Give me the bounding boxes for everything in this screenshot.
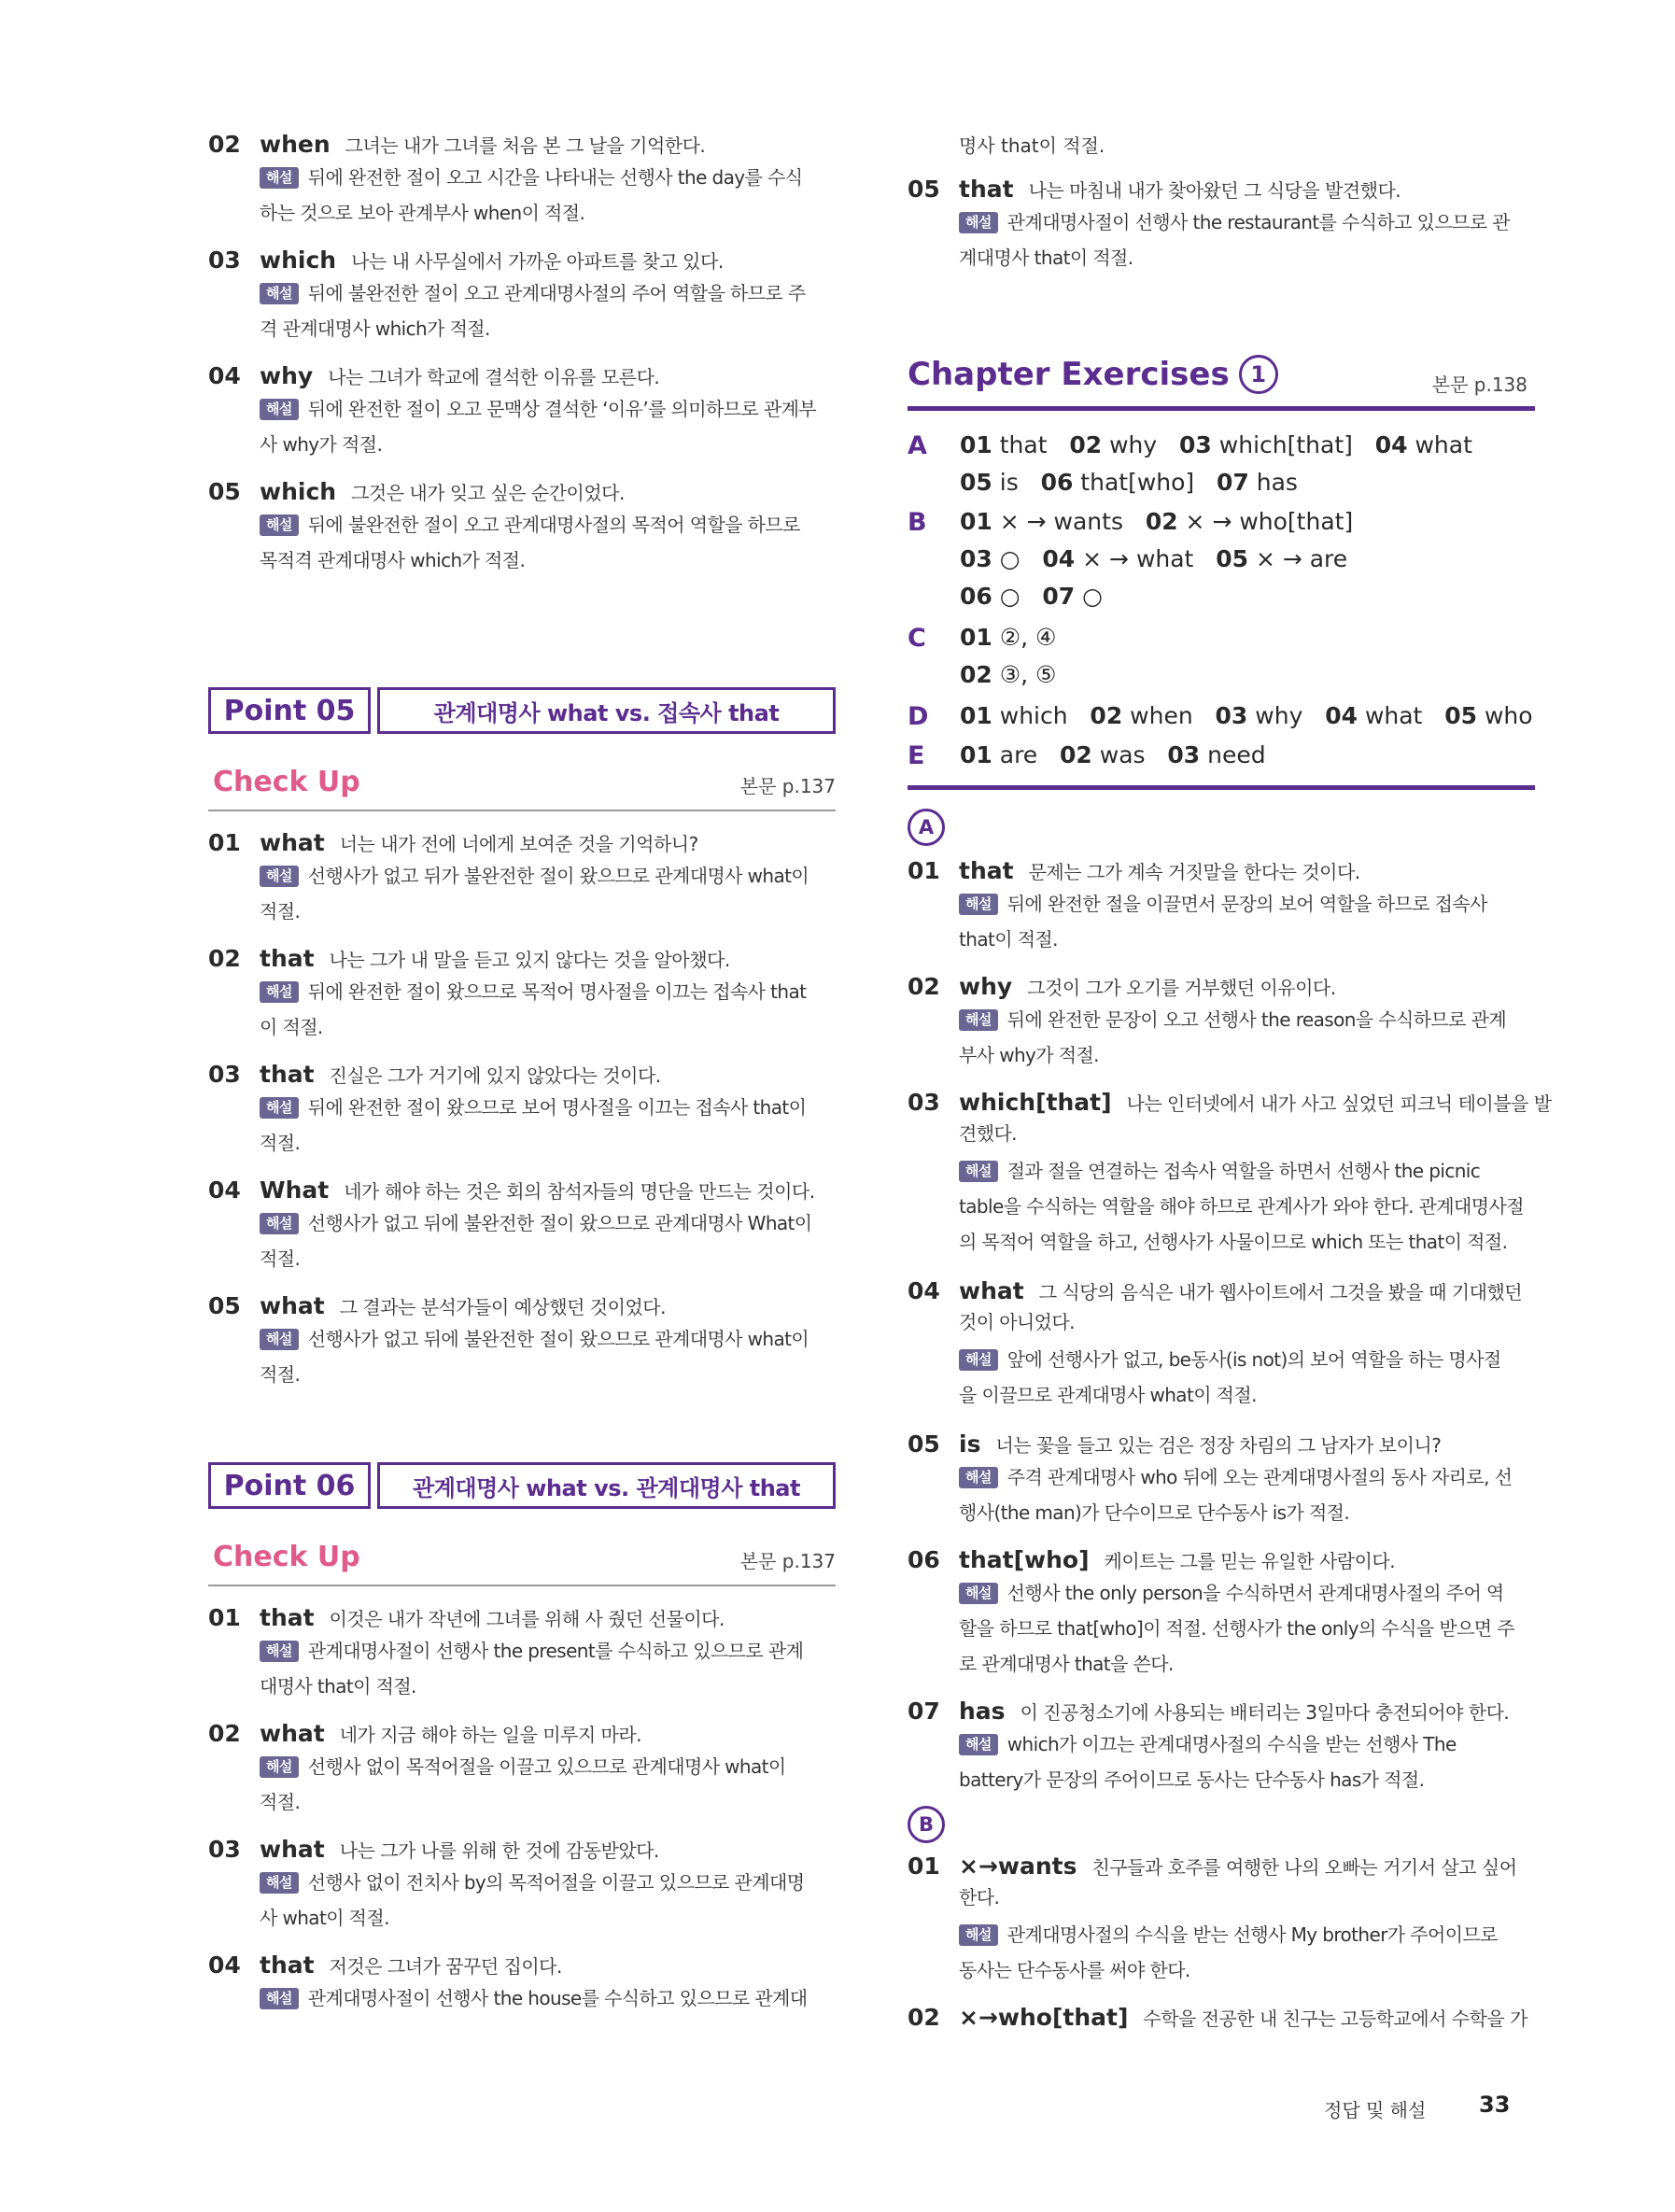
explanation-badge: 해설: [959, 894, 998, 915]
explanation-badge: 해설: [959, 212, 998, 233]
footer-label: 정답 및 해설: [1324, 2099, 1427, 2121]
chapter-title: Chapter Exercises 1: [908, 355, 1278, 394]
list-item: 04 that 저것은 그녀가 꿈꾸던 집이다. 해설 관계대명사절이 선행사 the house를 수식하고 있으므로 관계대: [208, 1951, 836, 2016]
explanation: 해설 선행사 없이 목적어절을 이끌고 있으므로 관계대명사 what이 적절.: [260, 1755, 786, 1813]
answer-letter: C: [908, 624, 926, 653]
list-item: 02 why 그것이 그가 오기를 거부했던 이유이다. 해설 뒤에 완전한 문장이 오고 선행사 the reason을 수식하므로 관계 부사 why가 적절.: [908, 973, 1535, 1073]
explanation: 해설 관계대명사절이 선행사 the house를 수식하고 있으므로 관계대: [260, 1980, 836, 2016]
explanation-badge: 해설: [260, 167, 299, 189]
list-item: 05 what 그 결과는 분석가들이 예상했던 것이었다. 해설 선행사가 없고 뒤에 불완전한 절이 왔으므로 관계대명사 what이 적절.: [208, 1292, 836, 1392]
chapter-number-circle: 1: [1239, 355, 1278, 394]
answer-row: 02 ③, ⑤: [960, 661, 1057, 688]
answer-row: 01 ②, ④: [960, 624, 1057, 651]
explanation: 해설 뒤에 완전한 절이 오고 문맥상 결석한 ‘이유’를 의미하므로 관계부 사 why가 적절.: [260, 398, 817, 456]
divider: [208, 810, 836, 811]
explanation: 해설 선행사가 없고 뒤에 불완전한 절이 왔으므로 관계대명사 what이 적절.: [260, 1328, 809, 1386]
explanation-badge: 해설: [260, 514, 299, 536]
check-up-heading: Check Up: [213, 1541, 360, 1573]
explanation-badge: 해설: [260, 1329, 299, 1350]
explanation-badge: 해설: [260, 1641, 299, 1662]
explanation: 해설 선행사 없이 전치사 by의 목적어절을 이끌고 있으므로 관계대명 사 what이 적절.: [260, 1871, 805, 1929]
list-item: 04 What 네가 해야 하는 것은 회의 참석자들의 명단을 만드는 것이다. 해설 선행사가 없고 뒤에 불완전한 절이 왔으므로 관계대명사 What이 적절.: [208, 1176, 836, 1276]
explanation: 해설 관계대명사절이 선행사 the restaurant를 수식하고 있으므로 관 계대명사 that이 적절.: [959, 211, 1511, 269]
explanation: 해설 뒤에 완전한 절이 왔으므로 보어 명사절을 이끄는 접속사 that이 적절.: [260, 1096, 807, 1154]
explanation-badge: 해설: [959, 1734, 998, 1755]
point-title-box: 관계대명사 what vs. 관계대명사 that: [377, 1462, 836, 1509]
explanation-badge: 해설: [260, 866, 299, 887]
page-reference: 본문 p.137: [739, 775, 836, 797]
point-label-box: Point 06: [208, 1462, 371, 1509]
list-item: 06 that[who] 케이트는 그를 믿는 유일한 사람이다. 해설 선행사 the only person을 수식하면서 관계대명사절의 주어 역 할을 하므로 that[who]이 적절. 선행사가 the only의 수식을 받으면 주 로 관계대명사 that을 쓴다.: [908, 1546, 1535, 1682]
explanation-badge: 해설: [260, 1213, 299, 1234]
list-item: 02 that 나는 그가 내 말을 듣고 있지 않다는 것을 알아챘다. 해설 뒤에 완전한 절이 왔으므로 목적어 명사절을 이끄는 접속사 that 이 적절.: [208, 945, 836, 1045]
answer-row: 01 which 02 when 03 why 04 what 05 who: [960, 702, 1533, 729]
list-item: 01 what 너는 내가 전에 너에게 보여준 것을 기억하니? 해설 선행사가 없고 뒤가 불완전한 절이 왔으므로 관계대명사 what이 적절.: [208, 829, 836, 929]
list-item: 03 that 진실은 그가 거기에 있지 않았다는 것이다. 해설 뒤에 완전한 절이 왔으므로 보어 명사절을 이끄는 접속사 that이 적절.: [208, 1061, 836, 1161]
explanation: 해설 뒤에 완전한 절이 왔으므로 목적어 명사절을 이끄는 접속사 that 이 적절.: [260, 980, 807, 1038]
explanation-badge: 해설: [260, 1756, 299, 1778]
explanation-badge: 해설: [260, 1872, 299, 1894]
list-item: 03 which[that] 나는 인터넷에서 내가 사고 싶었던 피크닉 테이블을 발 견했다. 해설 절과 절을 연결하는 접속사 역할을 하면서 선행사 the picnic table을 수식하는 역할을 해야 하므로 관계사가 와야 한다. 관계대명사절 의 목적어 역할을 하고, 선행사가 사물이므로 which 또는 that이 적절.: [908, 1089, 1535, 1260]
explanation-badge: 해설: [260, 1097, 299, 1119]
explanation-badge: 해설: [260, 399, 299, 420]
explanation: 해설 선행사가 없고 뒤에 불완전한 절이 왔으므로 관계대명사 What이 적절.: [260, 1212, 812, 1270]
continued-text: 것이 아니었다.: [959, 1311, 1075, 1333]
answer-letter: E: [908, 741, 925, 770]
explanation-badge: 해설: [959, 1924, 998, 1946]
list-item: 03 which 나는 내 사무실에서 가까운 아파트를 찾고 있다. 해설 뒤에 불완전한 절이 오고 관계대명사절의 주어 역할을 하므로 주 격 관계대명사 which가 적절.: [208, 247, 836, 346]
answer-row: 01 × → wants 02 × → who[that]: [960, 508, 1354, 535]
page-reference: 본문 p.138: [1431, 373, 1527, 396]
answer-row: 03 ○ 04 × → what 05 × → are: [960, 545, 1348, 572]
list-item: 05 which 그것은 내가 잊고 싶은 순간이었다. 해설 뒤에 불완전한 절이 오고 관계대명사절의 목적어 역할을 하므로 목적격 관계대명사 which가 적절.: [208, 478, 836, 578]
list-item: 02 what 네가 지금 해야 하는 일을 미루지 마라. 해설 선행사 없이 목적어절을 이끌고 있으므로 관계대명사 what이 적절.: [208, 1720, 836, 1820]
explanation: 해설 관계대명사절의 수식을 받는 선행사 My brother가 주어이므로 동사는 단수동사를 써야 한다.: [959, 1923, 1498, 1981]
explanation: 해설 which가 이끄는 관계대명사절의 수식을 받는 선행사 The battery가 문장의 주어이므로 동사는 단수동사 has가 적절.: [959, 1733, 1457, 1791]
point-label-box: Point 05: [208, 687, 371, 734]
divider: [908, 406, 1535, 411]
continued-text: 명사 that이 적절.: [959, 134, 1105, 157]
list-item: 01 that 이것은 내가 작년에 그녀를 위해 사 줬던 선물이다. 해설 관계대명사절이 선행사 the present를 수식하고 있으므로 관계 대명사 that이 적절.: [208, 1604, 836, 1704]
explanation-badge: 해설: [260, 283, 299, 304]
answer-row: 05 is 06 that[who] 07 has: [960, 469, 1298, 496]
divider: [208, 1585, 836, 1586]
page-number: 33: [1479, 2092, 1511, 2118]
list-item: 02 when 그녀는 내가 그녀를 처음 본 그 날을 기억한다. 해설 뒤에 완전한 절이 오고 시간을 나타내는 선행사 the day를 수식 하는 것으로 보아 관계부사 when이 적절.: [208, 131, 836, 231]
explanation-badge: 해설: [260, 1988, 299, 2009]
explanation-badge: 해설: [959, 1583, 998, 1604]
explanation: 해설 뒤에 완전한 절이 오고 시간을 나타내는 선행사 the day를 수식 하는 것으로 보아 관계부사 when이 적절.: [260, 166, 803, 224]
explanation-badge: 해설: [959, 1161, 998, 1182]
explanation-badge: 해설: [959, 1009, 998, 1031]
list-item: 05 is 너는 꽃을 들고 있는 검은 정장 차림의 그 남자가 보이니? 해설 주격 관계대명사 who 뒤에 오는 관계대명사절의 동사 자리로, 선 행사(the man)가 단수이므로 단수동사 is가 적절.: [908, 1430, 1535, 1530]
answer-row: 01 that 02 why 03 which[that] 04 what: [960, 431, 1472, 458]
answer-row: 01 are 02 was 03 need: [960, 741, 1266, 768]
answer-letter: B: [908, 508, 927, 537]
answer-letter: A: [908, 431, 927, 460]
explanation-badge: 해설: [260, 981, 299, 1003]
list-item: 01 that 문제는 그가 계속 거짓말을 한다는 것이다. 해설 뒤에 완전한 절을 이끌면서 문장의 보어 역할을 하므로 접속사 that이 적절.: [908, 857, 1535, 957]
explanation: 해설 주격 관계대명사 who 뒤에 오는 관계대명사절의 동사 자리로, 선 행사(the man)가 단수이므로 단수동사 is가 적절.: [959, 1466, 1513, 1524]
explanation-badge: 해설: [959, 1467, 998, 1488]
explanation-badge: 해설: [959, 1349, 998, 1371]
explanation: 해설 선행사 the only person을 수식하면서 관계대명사절의 주어 역 할을 하므로 that[who]이 적절. 선행사가 the only의 수식을 받으면 주 로 관계대명사 that을 쓴다.: [959, 1582, 1514, 1675]
explanation: 해설 뒤에 불완전한 절이 오고 관계대명사절의 목적어 역할을 하므로 목적격 관계대명사 which가 적절.: [260, 514, 800, 571]
continued-text: 견했다.: [959, 1122, 1017, 1145]
page-reference: 본문 p.137: [739, 1550, 836, 1572]
section-a-label: A: [908, 809, 945, 846]
explanation: 해설 앞에 선행사가 없고, be동사(is not)의 보어 역할을 하는 명사절 을 이끌므로 관계대명사 what이 적절.: [959, 1348, 1501, 1406]
check-up-heading: Check Up: [213, 766, 360, 798]
explanation: 해설 관계대명사절이 선행사 the present를 수식하고 있으므로 관계 대명사 that이 적절.: [260, 1640, 804, 1698]
list-item: 01 ×→wants 친구들과 호주를 여행한 나의 오빠는 거기서 살고 싶어 한다. 해설 관계대명사절의 수식을 받는 선행사 My brother가 주어이므로 동사는 단수동사를 써야 한다.: [908, 1853, 1535, 1988]
list-item: 03 what 나는 그가 나를 위해 한 것에 감동받았다. 해설 선행사 없이 전치사 by의 목적어절을 이끌고 있으므로 관계대명 사 what이 적절.: [208, 1836, 836, 1936]
explanation: 해설 뒤에 완전한 절을 이끌면서 문장의 보어 역할을 하므로 접속사 that이 적절.: [959, 893, 1487, 951]
explanation: 해설 뒤에 불완전한 절이 오고 관계대명사절의 주어 역할을 하므로 주 격 관계대명사 which가 적절.: [260, 282, 806, 340]
list-item: 04 why 나는 그녀가 학교에 결석한 이유를 모른다. 해설 뒤에 완전한 절이 오고 문맥상 결석한 ‘이유’를 의미하므로 관계부 사 why가 적절.: [208, 362, 836, 462]
answer-letter: D: [908, 702, 929, 731]
divider: [908, 785, 1535, 790]
explanation: 해설 절과 절을 연결하는 접속사 역할을 하면서 선행사 the picnic table을 수식하는 역할을 해야 하므로 관계사가 와야 한다. 관계대명사절 의 목적어 역할을 하고, 선행사가 사물이므로 which 또는 that이 적절.: [959, 1160, 1524, 1253]
list-item: 07 has 이 진공청소기에 사용되는 배터리는 3일마다 충전되어야 한다. 해설 which가 이끄는 관계대명사절의 수식을 받는 선행사 The battery가 문장의 주어이므로 동사는 단수동사 has가 적절.: [908, 1698, 1535, 1797]
list-item: 02 ×→who[that] 수학을 전공한 내 친구는 고등학교에서 수학을 가: [908, 2004, 1527, 2031]
continued-text: 한다.: [959, 1886, 1000, 1909]
answer-row: 06 ○ 07 ○: [960, 583, 1103, 610]
explanation: 해설 뒤에 완전한 문장이 오고 선행사 the reason을 수식하므로 관계 부사 why가 적절.: [959, 1008, 1507, 1066]
point-title-box: 관계대명사 what vs. 접속사 that: [377, 687, 836, 734]
list-item: 05 that 나는 마침내 내가 찾아왔던 그 식당을 발견했다. 해설 관계대명사절이 선행사 the restaurant를 수식하고 있으므로 관 계대명사 that이 적절.: [908, 176, 1535, 275]
list-item: 04 what 그 식당의 음식은 내가 웹사이트에서 그것을 봤을 때 기대했던 것이 아니었다. 해설 앞에 선행사가 없고, be동사(is not)의 보어 역할을 하는 명사절 을 이끌므로 관계대명사 what이 적절.: [908, 1277, 1535, 1413]
explanation: 해설 선행사가 없고 뒤가 불완전한 절이 왔으므로 관계대명사 what이 적절.: [260, 865, 809, 923]
section-b-label: B: [908, 1806, 945, 1843]
